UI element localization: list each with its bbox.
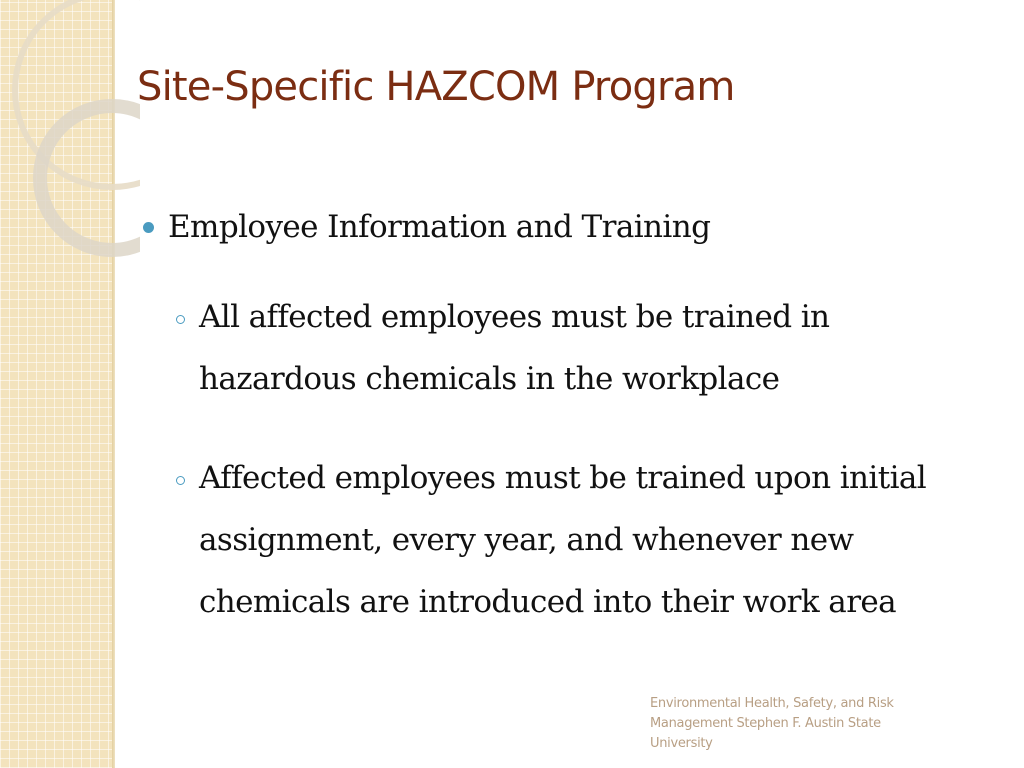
subbullet-text: All affected employees must be trained in hazardous chemicals in the workplace [199, 299, 830, 397]
decorative-circle-small [40, 106, 140, 250]
subbullet-item [176, 295, 959, 410]
subbullet-item [176, 456, 959, 633]
decorative-circles [0, 0, 140, 260]
subbullet-ring-icon [176, 315, 185, 324]
subbullet-text: Affected employees must be trained upon initial assignment, every year, and whenever new chemicals are introduced into their work area [199, 460, 927, 620]
subbullet-ring-icon [176, 476, 185, 485]
bullet-text: Employee Information and Training [168, 209, 711, 245]
slide-title: Site-Specific HAZCOM Program [137, 64, 735, 110]
slide-footer: Environmental Health, Safety, and Risk Management Stephen F. Austin State University [650, 696, 894, 751]
bullet-item [143, 205, 710, 249]
bullet-dot-icon [143, 222, 154, 233]
decorative-circle-large [15, 0, 140, 187]
